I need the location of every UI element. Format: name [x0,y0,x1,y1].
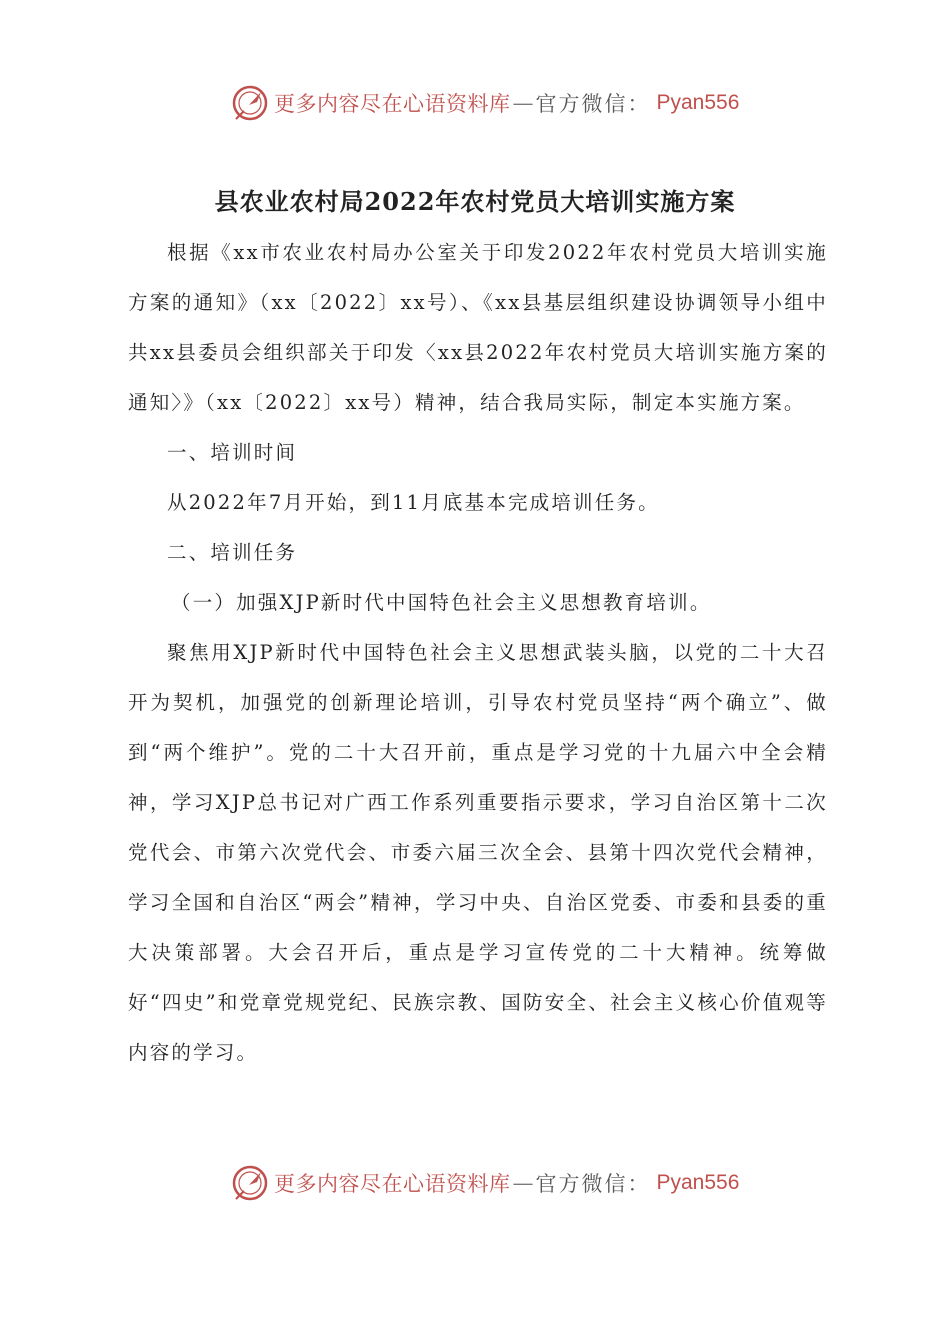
paragraph-training-time: 从2022年7月开始，到11月底基本完成培训任务。 [167,491,660,514]
subheading-task-1: （一）加强XJP新时代中国特色社会主义思想教育培训。 [171,591,712,614]
paragraph-task-1: 聚焦用XJP新时代中国特色社会主义思想武装头脑，以党的二十大召开为契机，加强党的创新理论培训，引导农村党员坚持“两个确立”、做到“两个维护”。党的二十大召开前，重点是学习党的十九届六中全会精神，学习XJP总书记对广西工作系列重要指示要求，学习自治区第十二次党代会、市第六次党代会、市委六届三次全会、县第十四次党代会精神，学习全国和自治区“两会”精神，学习中央、自治区党委、市委和县委的重大决策部署。大会召开后，重点是学习宣传党的二十大精神。统筹做好“四史”和党章党规党纪、民族宗教、国防安全、社会主义核心价值观等内容的学习。 [128,641,828,1064]
quill-logo-icon [230,1163,270,1203]
quill-logo-icon [230,83,270,123]
banner-wechat-id: Pyan556 [656,1171,740,1194]
paragraph-basis: 根据《xx市农业农村局办公室关于印发2022年农村党员大培训实施方案的通知》（xx〔2022〕xx号）、《xx县基层组织建设协调领导小组中共xx县委员会组织部关于印发〈xx县2022年农村党员大培训实施方案的通知〉》（xx〔2022〕xx号）精神，结合我局实际，制定本实施方案。 [128,241,828,414]
header-banner [230,83,739,123]
heading-training-tasks: 二、培训任务 [167,541,298,564]
banner-text: 更多内容尽在心语资料库 [274,92,511,116]
banner-separator: — [512,1171,534,1195]
banner-wechat-label: 官方微信： [535,1172,651,1196]
document-body [128,228,828,1078]
footer-banner [230,1163,739,1203]
banner-wechat-id: Pyan556 [656,91,740,114]
banner-wechat-label: 官方微信： [535,92,651,116]
document-title: 县农业农村局2022年农村党员大培训实施方案 [214,187,736,216]
banner-text: 更多内容尽在心语资料库 [274,1172,511,1196]
banner-separator: — [512,91,534,115]
heading-training-time: 一、培训时间 [167,441,298,464]
